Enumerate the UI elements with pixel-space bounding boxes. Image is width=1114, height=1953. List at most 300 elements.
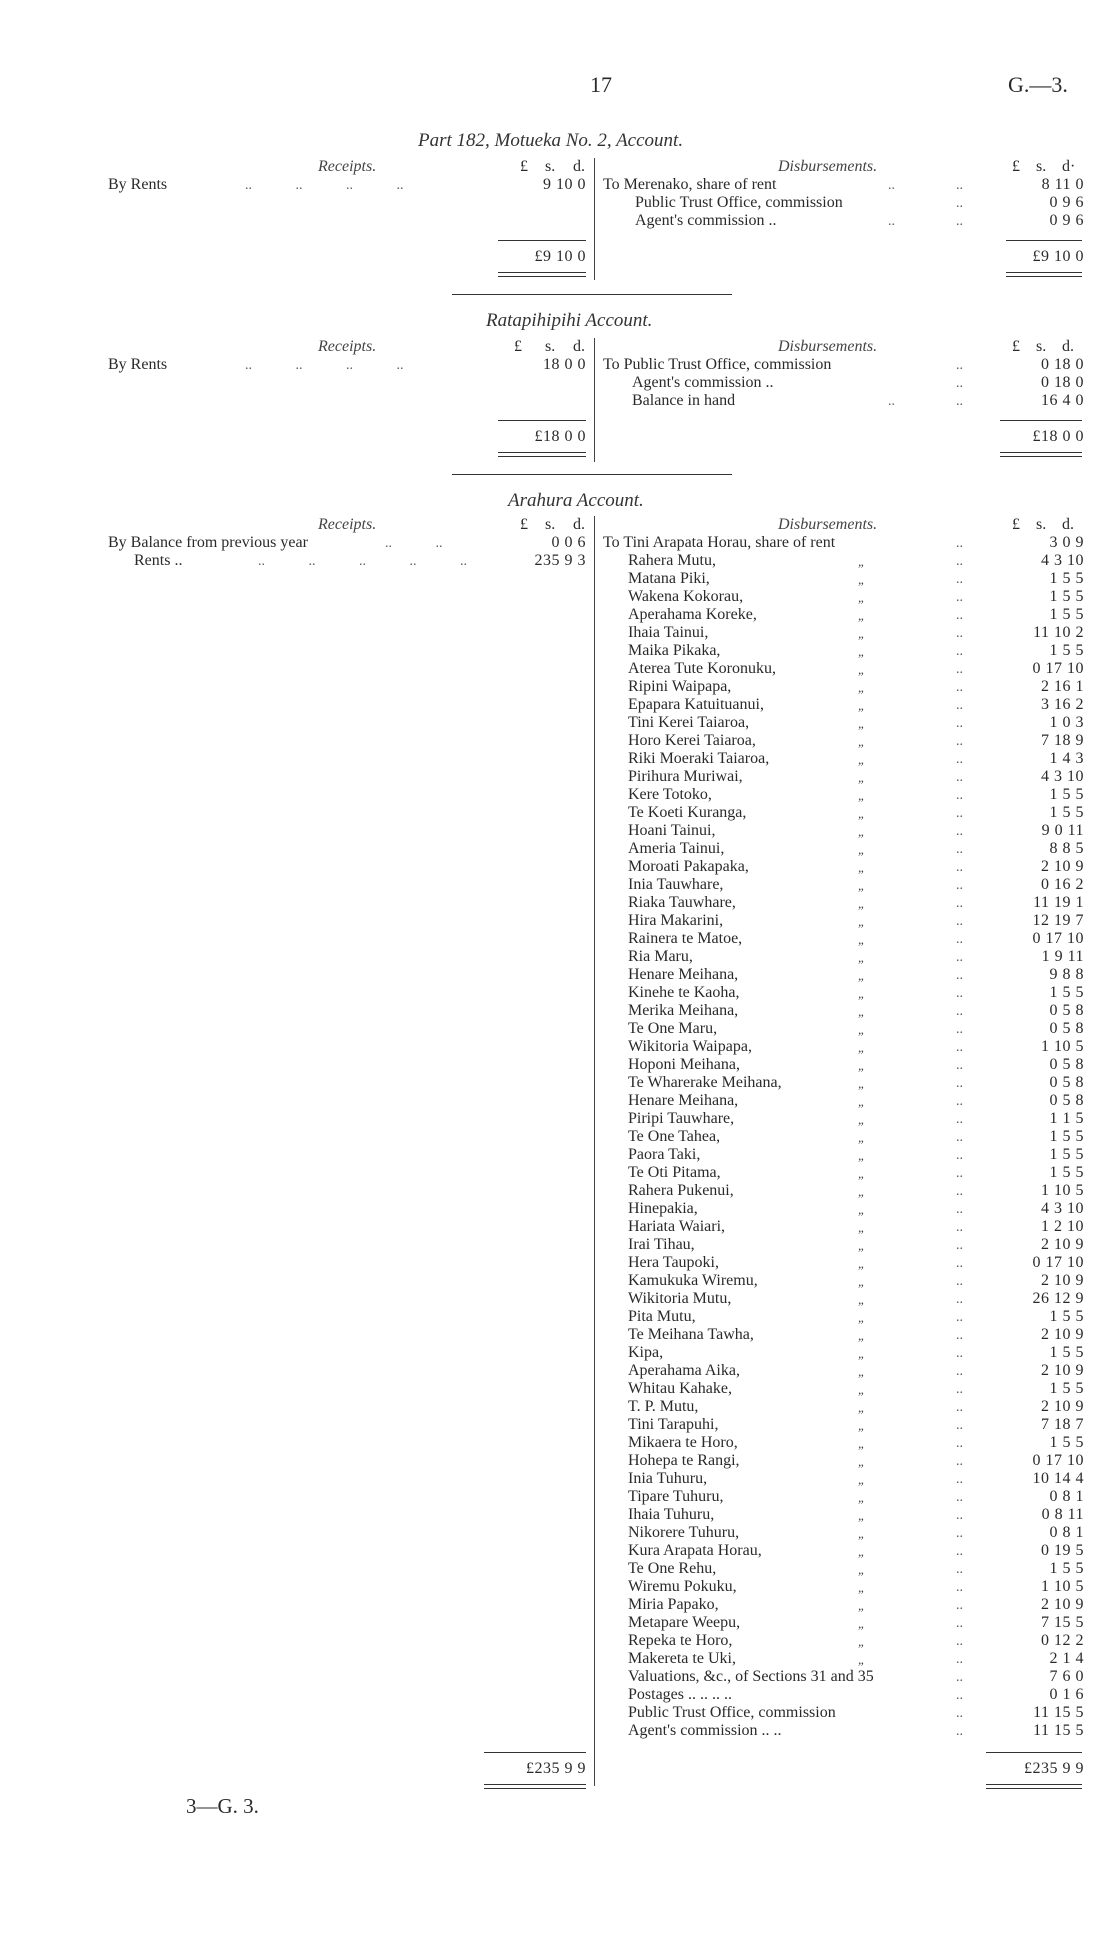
payee-amount: 2 10 9 [1041, 1326, 1084, 1343]
leader-dots: .. .. .. .. [245, 358, 404, 373]
ditto-mark: „ [858, 806, 866, 821]
leader-dots: .. [956, 662, 963, 677]
currency-pound-header: £ [514, 338, 522, 355]
ditto-mark: „ [858, 788, 866, 803]
leader-dots: .. [956, 914, 963, 929]
leader-dots: .. [956, 644, 963, 659]
leader-dots: .. [956, 932, 963, 947]
payee-amount: 1 0 3 [1049, 714, 1084, 731]
disbursement-label: To Tini Arapata Horau, share of rent [603, 534, 836, 551]
leader-dots: .. [956, 1292, 963, 1307]
disbursement-amount: 11 15 5 [1033, 1704, 1084, 1721]
leader-dots: .. [956, 1076, 963, 1091]
disbursement-amount: 8 11 0 [1041, 176, 1084, 193]
currency-shilling-header: s. [1036, 158, 1047, 175]
payee-name: Kamukuka Wiremu, [628, 1272, 758, 1289]
disbursement-label: Valuations, &c., of Sections 31 and 35 [628, 1668, 874, 1685]
disbursement-label: Agent's commission .. [635, 212, 777, 229]
currency-pound-header: £ [520, 158, 528, 175]
leader-dots: .. .. [385, 536, 443, 551]
leader-dots: .. [956, 950, 963, 965]
currency-pence-header: d. [573, 516, 585, 533]
disbursement-amount: 16 4 0 [1041, 392, 1084, 409]
ditto-mark: „ [858, 716, 866, 731]
leader-dots: .. [956, 1724, 963, 1739]
payee-amount: 2 10 9 [1041, 1236, 1084, 1253]
payee-amount: 2 1 4 [1049, 1650, 1084, 1667]
ditto-mark: „ [858, 662, 866, 677]
leader-dots: .. [956, 196, 963, 211]
ditto-mark: „ [858, 1022, 866, 1037]
payee-name: Henare Meihana, [628, 1092, 739, 1109]
payee-name: Ripini Waipapa, [628, 678, 732, 695]
leader-dots: .. [956, 1670, 963, 1685]
payee-name: Hoani Tainui, [628, 822, 716, 839]
ditto-mark: „ [858, 626, 866, 641]
payee-name: Maika Pikaka, [628, 642, 721, 659]
ditto-mark: „ [858, 1040, 866, 1055]
payee-name: Rahera Pukenui, [628, 1182, 734, 1199]
leader-dots: .. [956, 860, 963, 875]
payee-amount: 1 5 5 [1049, 1434, 1084, 1451]
receipt-amount: 0 0 6 [551, 534, 586, 551]
payee-name: Ria Maru, [628, 948, 693, 965]
ditto-mark: „ [858, 590, 866, 605]
leader-dots: .. [956, 878, 963, 893]
leader-dots: .. [956, 1400, 963, 1415]
ditto-mark: „ [858, 1418, 866, 1433]
leader-dots: .. [956, 1040, 963, 1055]
payee-name: Moroati Pakapaka, [628, 858, 749, 875]
leader-dots: .. [956, 1382, 963, 1397]
leader-dots: .. [956, 554, 963, 569]
leader-dots: .. [956, 1022, 963, 1037]
leader-dots: .. [956, 1454, 963, 1469]
payee-amount: 0 5 8 [1049, 1056, 1084, 1073]
motueka-title: Part 182, Motueka No. 2, Account. [418, 130, 684, 151]
leader-dots: .. [956, 1436, 963, 1451]
payee-name: Mikaera te Horo, [628, 1434, 738, 1451]
payee-name: Ameria Tainui, [628, 840, 725, 857]
leader-dots: .. [956, 1634, 963, 1649]
total-double-rule [986, 1788, 1082, 1789]
currency-shilling-header: s. [545, 158, 556, 175]
leader-dots: .. [956, 1094, 963, 1109]
leader-dots: .. [956, 1544, 963, 1559]
ditto-mark: „ [858, 1112, 866, 1127]
payee-name: Miria Papako, [628, 1596, 719, 1613]
subtotal-rule [498, 240, 586, 241]
receipt-label: By Rents [108, 176, 168, 193]
payee-name: T. P. Mutu, [628, 1398, 699, 1415]
ditto-mark: „ [858, 770, 866, 785]
payee-name: Epapara Katuituanui, [628, 696, 764, 713]
receipts-heading: Receipts. [318, 338, 377, 355]
ditto-mark: „ [858, 1562, 866, 1577]
leader-dots: .. [888, 394, 895, 409]
payee-amount: 0 8 1 [1049, 1488, 1084, 1505]
leader-dots: .. [956, 590, 963, 605]
disbursements-total: £9 10 0 [1032, 248, 1084, 265]
payee-amount: 0 17 10 [1032, 1254, 1084, 1271]
column-divider [594, 516, 595, 1786]
payee-amount: 11 19 1 [1033, 894, 1084, 911]
ditto-mark: „ [858, 1256, 866, 1271]
payee-name: Ihaia Tainui, [628, 624, 709, 641]
payee-name: Aperahama Koreke, [628, 606, 757, 623]
payee-amount: 0 5 8 [1049, 1020, 1084, 1037]
ditto-mark: „ [858, 842, 866, 857]
leader-dots: .. [956, 1364, 963, 1379]
total-double-rule [498, 272, 586, 273]
ditto-mark: „ [858, 1580, 866, 1595]
ditto-mark: „ [858, 1292, 866, 1307]
ditto-mark: „ [858, 1202, 866, 1217]
payee-amount: 9 0 11 [1041, 822, 1084, 839]
payee-name: Te One Rehu, [628, 1560, 717, 1577]
leader-dots: .. [956, 1526, 963, 1541]
leader-dots: .. [956, 1688, 963, 1703]
payee-amount: 2 10 9 [1041, 1596, 1084, 1613]
disbursement-amount: 11 15 5 [1033, 1722, 1084, 1739]
receipts-total: £18 0 0 [534, 428, 586, 445]
payee-amount: 1 5 5 [1049, 642, 1084, 659]
payee-name: Wiremu Pokuku, [628, 1578, 737, 1595]
payee-amount: 0 5 8 [1049, 1092, 1084, 1109]
payee-amount: 1 5 5 [1049, 1380, 1084, 1397]
payee-name: Makereta te Uki, [628, 1650, 736, 1667]
ditto-mark: „ [858, 1166, 866, 1181]
ditto-mark: „ [858, 878, 866, 893]
leader-dots: .. [956, 536, 963, 551]
leader-dots: .. [956, 698, 963, 713]
payee-amount: 4 3 10 [1041, 768, 1084, 785]
subtotal-rule [986, 1752, 1082, 1753]
payee-amount: 1 5 5 [1049, 1344, 1084, 1361]
payee-amount: 2 10 9 [1041, 1362, 1084, 1379]
leader-dots: .. [956, 1490, 963, 1505]
leader-dots: .. [888, 178, 895, 193]
ditto-mark: „ [858, 1634, 866, 1649]
ditto-mark: „ [858, 1544, 866, 1559]
payee-name: Tini Tarapuhi, [628, 1416, 719, 1433]
ditto-mark: „ [858, 1310, 866, 1325]
leader-dots: .. [956, 1508, 963, 1523]
receipts-heading: Receipts. [318, 158, 377, 175]
payee-name: Rainera te Matoe, [628, 930, 743, 947]
ditto-mark: „ [858, 860, 866, 875]
leader-dots: .. [956, 806, 963, 821]
payee-amount: 1 2 10 [1041, 1218, 1084, 1235]
currency-pound-header: £ [1012, 338, 1020, 355]
subtotal-rule [484, 1752, 586, 1753]
leader-dots: .. [956, 1184, 963, 1199]
leader-dots: .. [956, 734, 963, 749]
payee-name: Horo Kerei Taiaroa, [628, 732, 756, 749]
payee-name: Te Wharerake Meihana, [628, 1074, 782, 1091]
payee-name: Matana Piki, [628, 570, 710, 587]
ditto-mark: „ [858, 1130, 866, 1145]
disbursement-amount: 0 18 0 [1041, 374, 1084, 391]
payee-amount: 1 5 5 [1049, 570, 1084, 587]
ditto-mark: „ [858, 554, 866, 569]
leader-dots: .. [888, 214, 895, 229]
disbursement-label: Public Trust Office, commission [628, 1704, 836, 1721]
leader-dots: .. [956, 1346, 963, 1361]
leader-dots: .. [956, 1148, 963, 1163]
currency-pence-header: d· [1062, 158, 1076, 175]
leader-dots: .. [956, 376, 963, 391]
payee-amount: 3 16 2 [1041, 696, 1084, 713]
ditto-mark: „ [858, 1346, 866, 1361]
leader-dots: .. [956, 1220, 963, 1235]
payee-name: Riaka Tauwhare, [628, 894, 736, 911]
leader-dots: .. [956, 986, 963, 1001]
payee-name: Aterea Tute Koronuku, [628, 660, 776, 677]
leader-dots: .. [956, 1328, 963, 1343]
leader-dots: .. [956, 1274, 963, 1289]
payee-name: Wikitoria Waipapa, [628, 1038, 752, 1055]
column-divider [594, 158, 595, 280]
payee-name: Wikitoria Mutu, [628, 1290, 732, 1307]
ditto-mark: „ [858, 1148, 866, 1163]
ditto-mark: „ [858, 1652, 866, 1667]
currency-shilling-header: s. [1036, 516, 1047, 533]
payee-amount: 1 9 11 [1041, 948, 1084, 965]
subtotal-rule [1006, 240, 1082, 241]
payee-name: Hira Makarini, [628, 912, 724, 929]
payee-amount: 1 5 5 [1049, 1560, 1084, 1577]
leader-dots: .. [956, 1202, 963, 1217]
payee-amount: 7 18 7 [1041, 1416, 1084, 1433]
payee-amount: 0 19 5 [1041, 1542, 1084, 1559]
total-double-rule [1006, 272, 1082, 273]
leader-dots: .. [956, 1652, 963, 1667]
payee-name: Hariata Waiari, [628, 1218, 726, 1235]
payee-name: Hinepakia, [628, 1200, 698, 1217]
payee-name: Aperahama Aika, [628, 1362, 740, 1379]
payee-amount: 1 5 5 [1049, 1146, 1084, 1163]
total-double-rule [1006, 276, 1082, 277]
total-double-rule [498, 452, 586, 453]
receipt-label: Rents .. [134, 552, 183, 569]
currency-pence-header: d. [1062, 516, 1074, 533]
payee-name: Hoponi Meihana, [628, 1056, 740, 1073]
payee-name: Te Meihana Tawha, [628, 1326, 754, 1343]
leader-dots: .. [956, 214, 963, 229]
payee-amount: 1 5 5 [1049, 984, 1084, 1001]
payee-amount: 4 3 10 [1041, 1200, 1084, 1217]
currency-pound-header: £ [1012, 158, 1020, 175]
payee-name: Nikorere Tuhuru, [628, 1524, 740, 1541]
ditto-mark: „ [858, 608, 866, 623]
currency-pound-header: £ [1012, 516, 1020, 533]
payee-name: Ihaia Tuhuru, [628, 1506, 715, 1523]
leader-dots: .. [956, 1058, 963, 1073]
disbursements-heading: Disbursements. [778, 158, 878, 175]
section-separator [452, 474, 732, 475]
payee-amount: 0 5 8 [1049, 1074, 1084, 1091]
leader-dots: .. [956, 1598, 963, 1613]
payee-amount: 1 5 5 [1049, 1308, 1084, 1325]
leader-dots: .. [956, 1418, 963, 1433]
payee-amount: 1 5 5 [1049, 1128, 1084, 1145]
signature-mark: 3—G. 3. [186, 1794, 259, 1818]
payee-amount: 1 1 5 [1049, 1110, 1084, 1127]
total-double-rule [1000, 456, 1082, 457]
payee-amount: 1 5 5 [1049, 1164, 1084, 1181]
leader-dots: .. [956, 1166, 963, 1181]
payee-name: Pita Mutu, [628, 1308, 696, 1325]
payee-amount: 0 8 1 [1049, 1524, 1084, 1541]
ditto-mark: „ [858, 1004, 866, 1019]
document-reference: G.—3. [1008, 72, 1068, 97]
disbursements-total: £18 0 0 [1032, 428, 1084, 445]
receipts-total: £235 9 9 [526, 1760, 586, 1777]
leader-dots: .. [956, 1706, 963, 1721]
payee-name: Tipare Tuhuru, [628, 1488, 724, 1505]
currency-pound-header: £ [520, 516, 528, 533]
leader-dots: .. [956, 1112, 963, 1127]
leader-dots: .. [956, 1580, 963, 1595]
total-double-rule [498, 276, 586, 277]
ratapihipihi-title: Ratapihipihi Account. [486, 310, 653, 331]
disbursements-heading: Disbursements. [778, 338, 878, 355]
ditto-mark: „ [858, 968, 866, 983]
payee-amount: 7 18 9 [1041, 732, 1084, 749]
ditto-mark: „ [858, 1184, 866, 1199]
payee-name: Henare Meihana, [628, 966, 739, 983]
ditto-mark: „ [858, 1058, 866, 1073]
payee-amount: 1 10 5 [1041, 1182, 1084, 1199]
payee-amount: 1 10 5 [1041, 1038, 1084, 1055]
ditto-mark: „ [858, 824, 866, 839]
disbursement-label: Balance in hand [632, 392, 736, 409]
ditto-mark: „ [858, 1238, 866, 1253]
payee-name: Kere Totoko, [628, 786, 712, 803]
ditto-mark: „ [858, 1598, 866, 1613]
payee-name: Hohepa te Rangi, [628, 1452, 740, 1469]
payee-amount: 11 10 2 [1033, 624, 1084, 641]
leader-dots: .. [956, 896, 963, 911]
currency-shilling-header: s. [1036, 338, 1047, 355]
disbursement-label: Agent's commission .. [632, 374, 774, 391]
payee-name: Te Koeti Kuranga, [628, 804, 747, 821]
payee-name: Riki Moeraki Taiaroa, [628, 750, 770, 767]
disbursements-heading: Disbursements. [778, 516, 878, 533]
leader-dots: .. [956, 1004, 963, 1019]
payee-name: Tini Kerei Taiaroa, [628, 714, 750, 731]
ditto-mark: „ [858, 950, 866, 965]
total-double-rule [498, 456, 586, 457]
payee-amount: 2 10 9 [1041, 858, 1084, 875]
disbursement-label: Postages .. .. .. .. [628, 1686, 732, 1703]
payee-name: Kura Arapata Horau, [628, 1542, 762, 1559]
leader-dots: .. [956, 968, 963, 983]
ditto-mark: „ [858, 1436, 866, 1451]
payee-name: Repeka te Horo, [628, 1632, 733, 1649]
ditto-mark: „ [858, 1364, 866, 1379]
disbursement-amount: 0 18 0 [1041, 356, 1084, 373]
payee-name: Kipa, [628, 1344, 664, 1361]
leader-dots: .. .. .. .. .. [258, 554, 467, 569]
disbursement-label: To Merenako, share of rent [603, 176, 777, 193]
ditto-mark: „ [858, 1094, 866, 1109]
leader-dots: .. [956, 1562, 963, 1577]
payee-amount: 1 5 5 [1049, 804, 1084, 821]
ditto-mark: „ [858, 1220, 866, 1235]
leader-dots: .. [956, 680, 963, 695]
currency-shilling-header: s. [545, 516, 556, 533]
leader-dots: .. [956, 572, 963, 587]
payee-name: Merika Meihana, [628, 1002, 739, 1019]
payee-amount: 1 10 5 [1041, 1578, 1084, 1595]
ditto-mark: „ [858, 1472, 866, 1487]
leader-dots: .. [956, 1310, 963, 1325]
disbursement-amount: 0 1 6 [1049, 1686, 1084, 1703]
ditto-mark: „ [858, 1400, 866, 1415]
leader-dots: .. [956, 626, 963, 641]
payee-amount: 9 8 8 [1049, 966, 1084, 983]
payee-amount: 0 12 2 [1041, 1632, 1084, 1649]
ditto-mark: „ [858, 1274, 866, 1289]
leader-dots: .. [956, 842, 963, 857]
payee-name: Te One Maru, [628, 1020, 718, 1037]
payee-amount: 0 5 8 [1049, 1002, 1084, 1019]
receipt-amount: 9 10 0 [543, 176, 586, 193]
payee-name: Pirihura Muriwai, [628, 768, 743, 785]
payee-amount: 0 8 11 [1041, 1506, 1084, 1523]
disbursement-amount: 0 9 6 [1049, 194, 1084, 211]
payee-name: Irai Tihau, [628, 1236, 695, 1253]
leader-dots: .. [956, 716, 963, 731]
receipt-label: By Balance from previous year [108, 534, 308, 551]
payee-amount: 0 17 10 [1032, 660, 1084, 677]
total-double-rule [1000, 452, 1082, 453]
payee-amount: 2 10 9 [1041, 1272, 1084, 1289]
payee-amount: 0 17 10 [1032, 1452, 1084, 1469]
disbursement-amount: 0 9 6 [1049, 212, 1084, 229]
currency-pence-header: d. [573, 338, 585, 355]
total-double-rule [484, 1784, 586, 1785]
ditto-mark: „ [858, 896, 866, 911]
payee-amount: 2 10 9 [1041, 1398, 1084, 1415]
payee-name: Hera Taupoki, [628, 1254, 719, 1271]
payee-name: Whitau Kahake, [628, 1380, 732, 1397]
leader-dots: .. [956, 1130, 963, 1145]
ditto-mark: „ [858, 1490, 866, 1505]
payee-name: Metapare Weepu, [628, 1614, 741, 1631]
disbursements-total: £235 9 9 [1024, 1760, 1084, 1777]
leader-dots: .. [956, 1472, 963, 1487]
page-number: 17 [590, 72, 612, 97]
ditto-mark: „ [858, 1616, 866, 1631]
ditto-mark: „ [858, 1382, 866, 1397]
total-double-rule [484, 1788, 586, 1789]
currency-pence-header: d. [1062, 338, 1074, 355]
leader-dots: .. [956, 608, 963, 623]
ditto-mark: „ [858, 1526, 866, 1541]
receipt-label: By Rents [108, 356, 168, 373]
column-divider [594, 338, 595, 462]
leader-dots: .. [956, 752, 963, 767]
payee-name: Kinehe te Kaoha, [628, 984, 740, 1001]
disbursement-label: Public Trust Office, commission [635, 194, 843, 211]
ditto-mark: „ [858, 1328, 866, 1343]
payee-amount: 1 4 3 [1049, 750, 1084, 767]
payee-name: Paora Taki, [628, 1146, 701, 1163]
payee-name: Piripi Tauwhare, [628, 1110, 735, 1127]
